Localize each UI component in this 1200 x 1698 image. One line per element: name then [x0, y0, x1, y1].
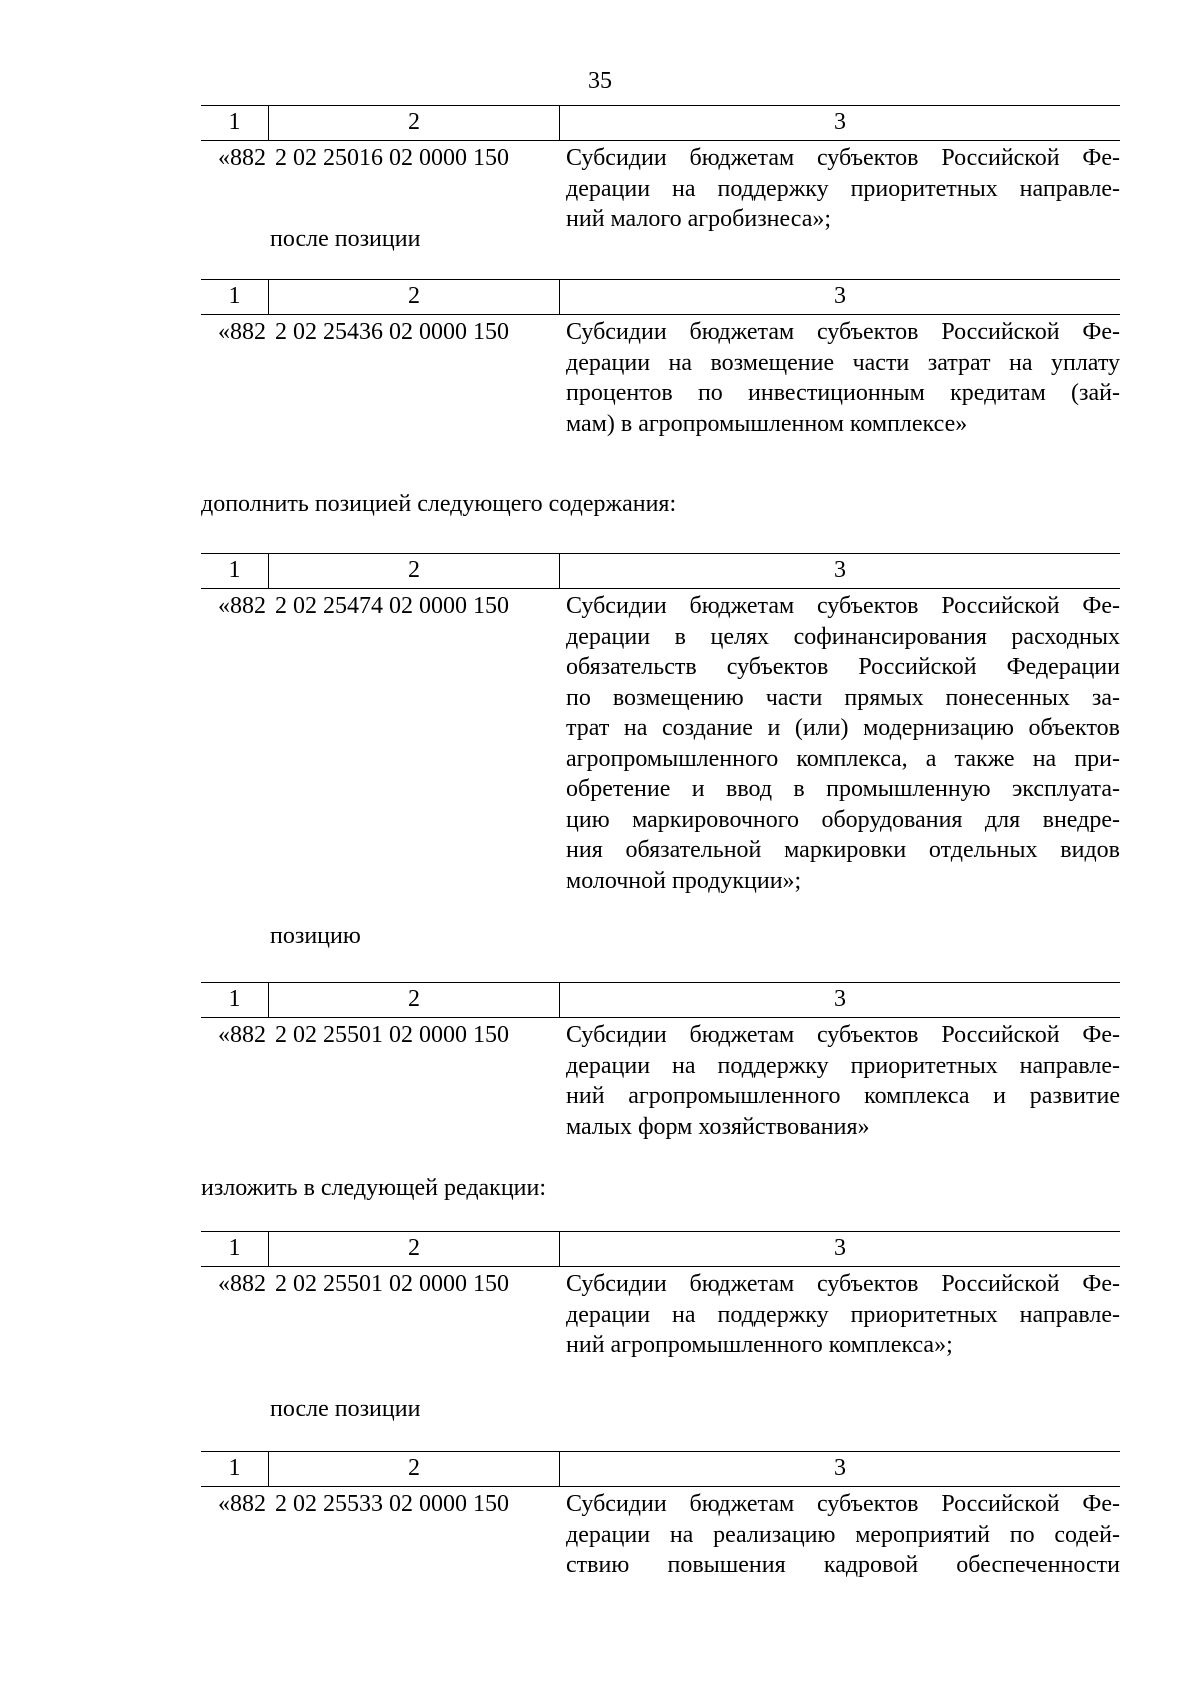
header-col-3: 3: [834, 109, 846, 135]
description-line: дерации на реализацию мероприятий по содей-: [566, 1521, 1120, 1548]
header-col-1: 1: [201, 983, 269, 1017]
page-number: 35: [588, 68, 612, 94]
description-line: дерации на поддержку приоритетных направле-: [566, 1052, 1120, 1079]
budget-code: 2 02 25501 02 0000 150: [275, 1271, 509, 1297]
header-col-3: 3: [834, 557, 846, 583]
table-block-2: [201, 279, 1120, 439]
description-line: молочной продукции»;: [566, 867, 802, 894]
header-col-1: 1: [201, 1452, 269, 1486]
paragraph-after-position: после позиции: [270, 226, 421, 252]
header-col-1: 1: [201, 554, 269, 588]
table-header: [201, 105, 1120, 141]
header-col-2: 2: [269, 1452, 560, 1486]
description-line: ний агропромышленного комплекса и развитие: [566, 1083, 1120, 1109]
header-col-2: 2: [269, 280, 560, 314]
header-col-1: 1: [201, 1232, 269, 1266]
header-col-2: 2: [269, 106, 560, 140]
description-line: ний малого агробизнеса»;: [566, 206, 832, 232]
description-line: трат на создание и (или) модернизацию объектов: [566, 715, 1120, 741]
description-line: ствию повышения кадровой обеспеченности: [566, 1552, 1120, 1578]
description-line: Субсидии бюджетам субъектов Российской Фе-: [566, 1022, 1120, 1048]
table-header: [201, 1451, 1120, 1487]
admin-code: «882: [218, 319, 266, 345]
paragraph-after-position: после позиции: [270, 1396, 421, 1422]
paragraph-restate: изложить в следующей редакции:: [201, 1175, 547, 1201]
header-col-3: 3: [834, 986, 846, 1012]
header-col-3: 3: [834, 1455, 846, 1481]
description-line: обязательств субъектов Российской Федерации: [566, 654, 1120, 680]
budget-code: 2 02 25016 02 0000 150: [275, 145, 509, 171]
description: [560, 1487, 1120, 1581]
description-line: обретение и ввод в промышленную эксплуата-: [566, 776, 1120, 802]
header-col-3: 3: [834, 1235, 846, 1261]
paragraph-position: позицию: [270, 923, 361, 949]
description-line: дерации на возмещение части затрат на уплату: [566, 349, 1120, 376]
header-col-2: 2: [269, 554, 560, 588]
header-col-3: 3: [834, 283, 846, 309]
budget-code: 2 02 25501 02 0000 150: [275, 1022, 509, 1048]
description-line: Субсидии бюджетам субъектов Российской Фе-: [566, 593, 1120, 619]
budget-code: 2 02 25474 02 0000 150: [275, 593, 509, 619]
description-line: агропромышленного комплекса, а также на при-: [566, 745, 1120, 772]
table-block-6: [201, 1451, 1120, 1581]
admin-code: «882: [218, 593, 266, 619]
description-line: дерации в целях софинансирования расходных: [566, 623, 1120, 650]
description-line: мам) в агропромышленном комплексе»: [566, 410, 968, 437]
description-line: ния обязательной маркировки отдельных видов: [566, 837, 1120, 863]
table-block-1: [201, 105, 1120, 235]
table-header: [201, 279, 1120, 315]
description: [560, 1018, 1120, 1142]
description-line: Субсидии бюджетам субъектов Российской Фе-: [566, 319, 1120, 345]
table-header: [201, 553, 1120, 589]
budget-code: 2 02 25533 02 0000 150: [275, 1491, 509, 1517]
description-line: цию маркировочного оборудования для внедре-: [566, 806, 1120, 833]
table-row: [201, 1267, 1120, 1361]
table-row: [201, 141, 1120, 235]
header-col-2: 2: [269, 983, 560, 1017]
table-block-5: [201, 1231, 1120, 1361]
description-line: процентов по инвестиционным кредитам (зай-: [566, 380, 1120, 406]
admin-code: «882: [218, 1271, 266, 1297]
budget-code: 2 02 25436 02 0000 150: [275, 319, 509, 345]
admin-code: «882: [218, 1022, 266, 1048]
description-line: малых форм хозяйствования»: [566, 1113, 870, 1140]
description: [560, 589, 1120, 896]
description-line: ний агропромышленного комплекса»;: [566, 1332, 953, 1358]
paragraph-supplement: дополнить позицией следующего содержания:: [201, 491, 677, 517]
description-line: Субсидии бюджетам субъектов Российской Фе-: [566, 1491, 1120, 1517]
header-col-1: 1: [201, 280, 269, 314]
description-line: Субсидии бюджетам субъектов Российской Фе-: [566, 145, 1120, 171]
description-line: дерации на поддержку приоритетных направле-: [566, 175, 1120, 202]
description: [560, 1267, 1120, 1361]
table-header: [201, 1231, 1120, 1267]
description: [560, 141, 1120, 235]
header-col-1: 1: [201, 106, 269, 140]
table-row: [201, 1018, 1120, 1142]
admin-code: «882: [218, 145, 266, 171]
description: [560, 315, 1120, 439]
table-header: [201, 982, 1120, 1018]
table-row: [201, 1487, 1120, 1581]
table-row: [201, 589, 1120, 896]
description-line: Субсидии бюджетам субъектов Российской Фе-: [566, 1271, 1120, 1297]
description-line: по возмещению части прямых понесенных за-: [566, 684, 1120, 711]
header-col-2: 2: [269, 1232, 560, 1266]
table-block-4: [201, 982, 1120, 1142]
table-row: [201, 315, 1120, 439]
description-line: дерации на поддержку приоритетных направле-: [566, 1301, 1120, 1328]
admin-code: «882: [218, 1491, 266, 1517]
table-block-3: [201, 553, 1120, 896]
